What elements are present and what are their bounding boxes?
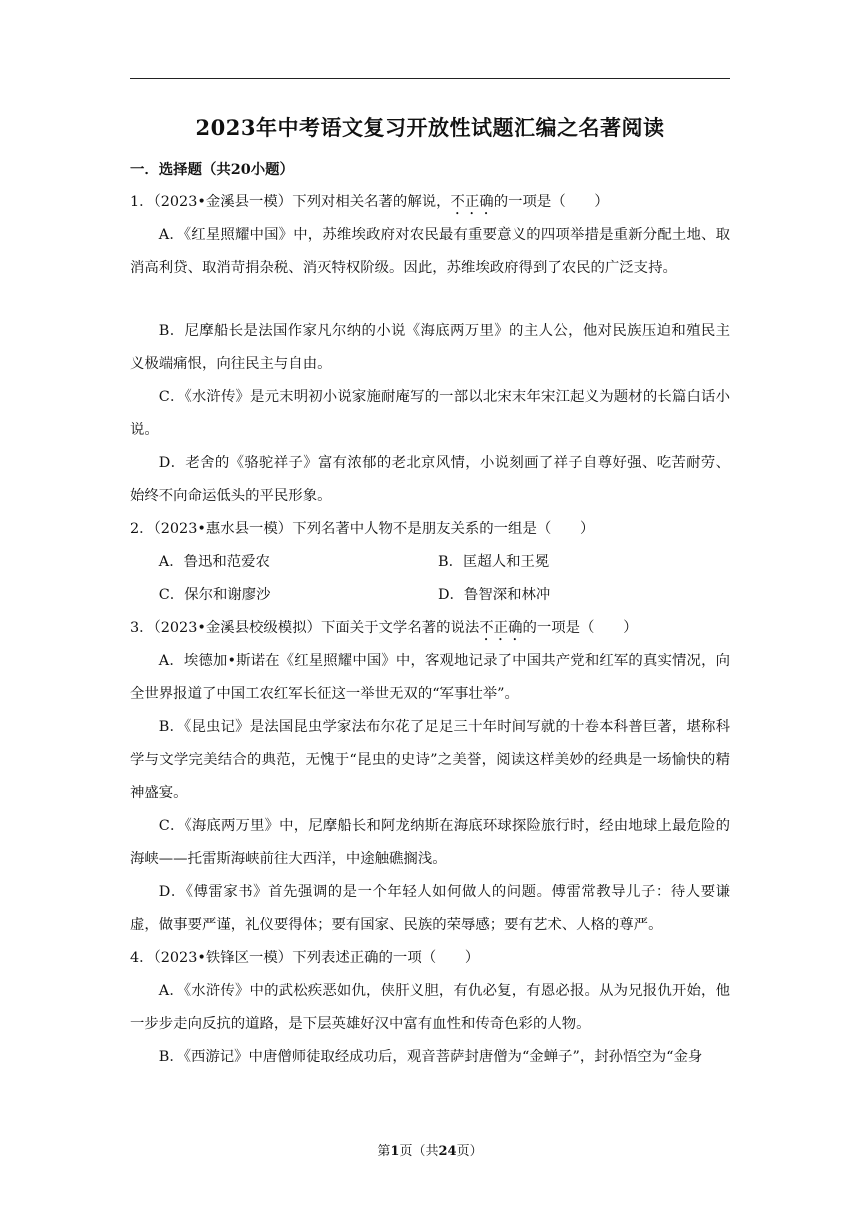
question-3-option-c: C．《海底两万里》中，尼摩船长和阿龙纳斯在海底环球探险旅行时，经由地球上最危险的海峡——托雷斯海峡前往大西洋，中途触礁搁浅。 bbox=[130, 818, 730, 867]
document-body bbox=[130, 154, 730, 1074]
total-pages-number: 24 bbox=[438, 1144, 457, 1159]
question-4-option-a: A．《水浒传》中的武松疾恶如仇，侠肝义胆，有仇必复，有恩必报。从为兄报仇开始，他一步步走向反抗的道路，是下层英雄好汉中富有血性和传奇色彩的人物。 bbox=[130, 983, 730, 1032]
emphasis-text: 不正确 bbox=[479, 620, 523, 636]
current-page-number: 1 bbox=[390, 1144, 400, 1159]
page-footer: 第1页（共24页） bbox=[377, 1144, 483, 1159]
emphasis-text: 不正确 bbox=[450, 194, 494, 210]
question-1-option-b: B．尼摩船长是法国作家凡尔纳的小说《海底两万里》的主人公，他对民族压迫和殖民主义极端痛恨，向往民主与自由。 bbox=[130, 323, 730, 372]
question-2-option-c: C．保尔和谢廖沙 bbox=[158, 587, 271, 603]
question-4-option-b: B．《西游记》中唐僧师徒取经成功后，观音菩萨封唐僧为“金蝉子”，封孙悟空为“金身 bbox=[158, 1049, 703, 1065]
blank-gap bbox=[130, 285, 730, 315]
question-1-option-d: D．老舍的《骆驼祥子》富有浓郁的老北京风情，小说刻画了祥子自尊好强、吃苦耐劳、始终不向命运低头的平民形象。 bbox=[130, 455, 730, 504]
question-1-option-c: C．《水浒传》是元末明初小说家施耐庵写的一部以北宋末年宋江起义为题材的长篇白话小说。 bbox=[130, 389, 730, 438]
question-3-option-a: A．埃德加•斯诺在《红星照耀中国》中，客观地记录了中国共产党和红军的真实情况，向全世界报道了中国工农红军长征这一举世无双的“军事壮举”。 bbox=[130, 653, 730, 702]
question-3-option-d: D．《傅雷家书》首先强调的是一个年轻人如何做人的问题。傅雷常教导儿子：待人要谦虚，做事要严谨，礼仪要得体；要有国家、民族的荣辱感；要有艺术、人格的尊严。 bbox=[130, 884, 730, 933]
section-heading: 一．选择题（共20小题） bbox=[130, 161, 294, 178]
question-2-option-b: B．匡超人和王冕 bbox=[438, 554, 550, 570]
question-2-options-row-2 bbox=[130, 579, 730, 612]
question-1-option-a: A．《红星照耀中国》中，苏维埃政府对农民最有重要意义的四项举措是重新分配土地、取消高利贷、取消苛捐杂税、消灭特权阶级。因此，苏维埃政府得到了农民的广泛支持。 bbox=[130, 227, 730, 276]
question-1-stem: 1．（2023•金溪县一模）下列对相关名著的解说，不正确的一项是（ ） bbox=[130, 194, 609, 210]
question-2-stem: 2．（2023•惠水县一模）下列名著中人物不是朋友关系的一组是（ ） bbox=[130, 521, 595, 537]
question-2-option-d: D．鲁智深和林冲 bbox=[438, 587, 551, 603]
question-3-stem: 3．（2023•金溪县校级模拟）下面关于文学名著的说法不正确的一项是（ ） bbox=[130, 620, 638, 636]
question-2-options-row-1 bbox=[130, 546, 730, 579]
question-2-option-a: A．鲁迅和范爱农 bbox=[158, 554, 270, 570]
header-rule bbox=[130, 78, 730, 79]
question-4-stem: 4．（2023•铁锋区一模）下列表述正确的一项（ ） bbox=[130, 950, 480, 966]
page-title: 2023年中考语文复习开放性试题汇编之名著阅读 bbox=[195, 115, 665, 140]
question-3-option-b: B．《昆虫记》是法国昆虫学家法布尔花了足足三十年时间写就的十卷本科普巨著，堪称科学与文学完美结合的典范，无愧于“昆虫的史诗”之美誉，阅读这样美妙的经典是一场愉快的精神盛宴。 bbox=[130, 719, 730, 801]
